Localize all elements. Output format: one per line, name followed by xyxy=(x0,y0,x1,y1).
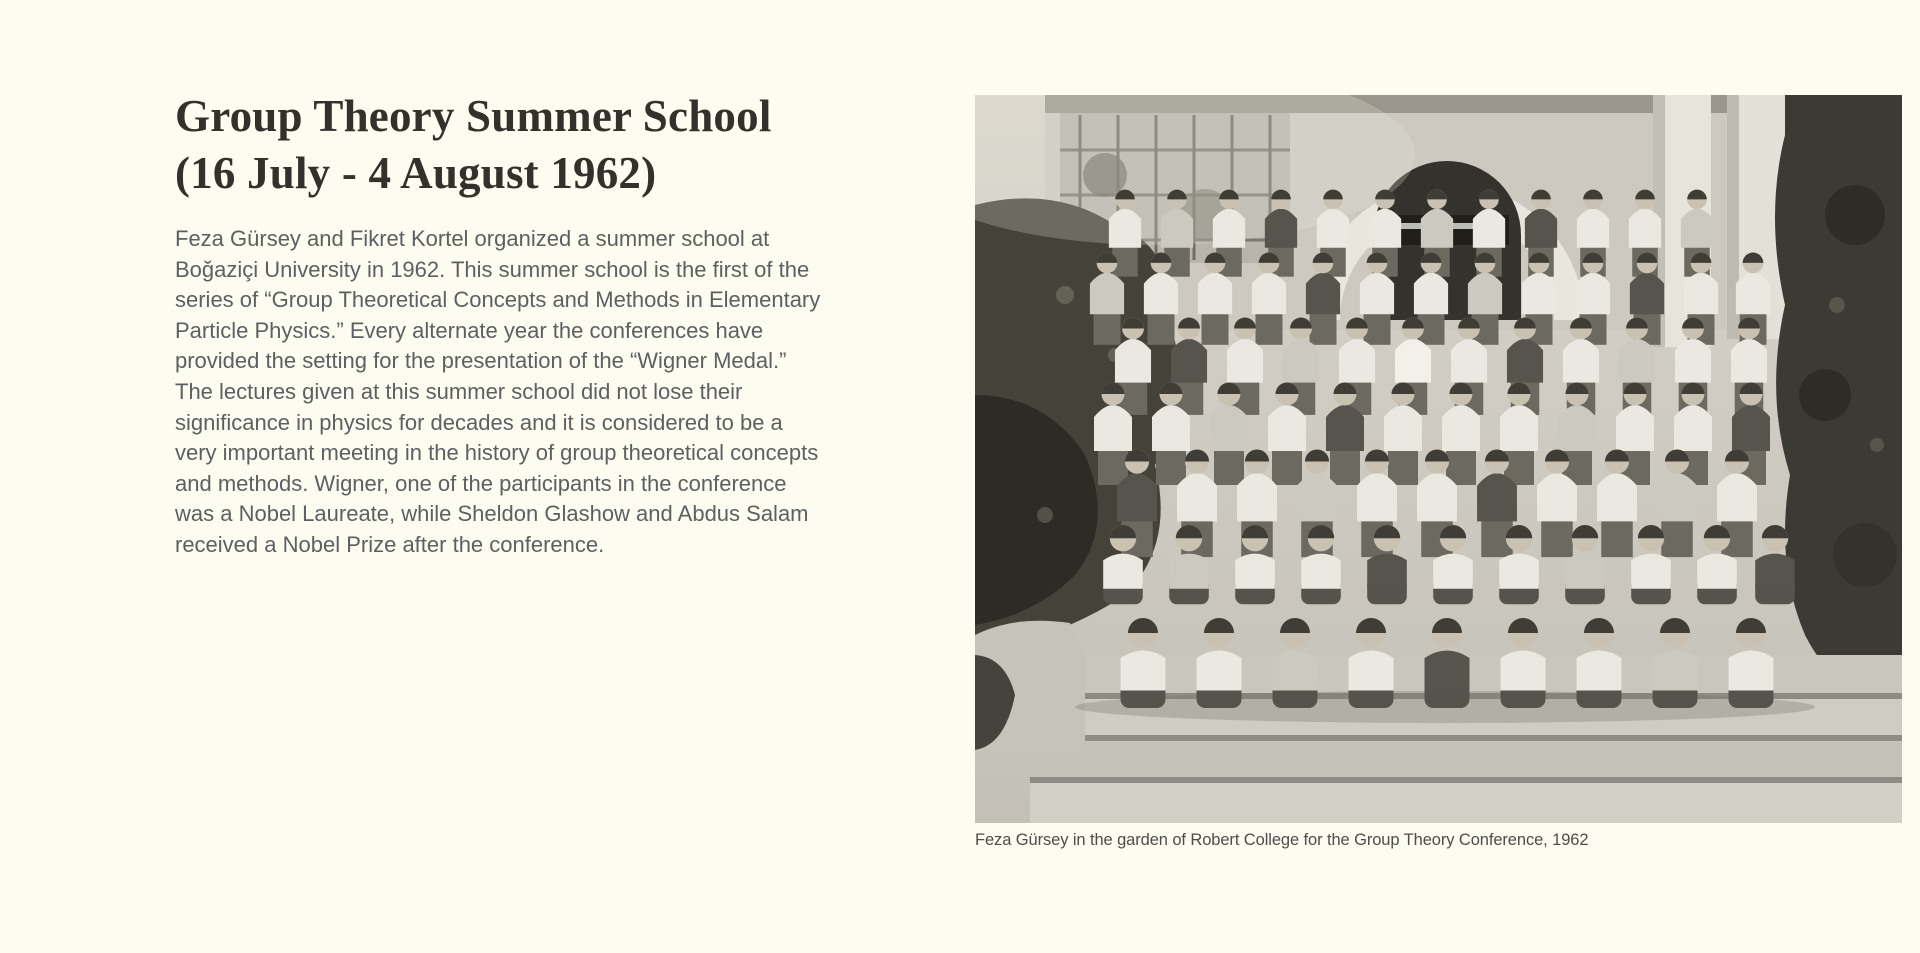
article-paragraph: Feza Gürsey and Fikret Kortel organized a summer school at Boğaziçi University in 1962. This summer school is the first of the series of “Group Theoretical Concepts and Methods in Elementary Particle Physics.” Every alternate year the conferences have provided the setting for the presentation of the “Wigner Medal.” The lectures given at this summer school did not lose their significance in physics for decades and it is considered to be a very important meeting in the history of group theoretical concepts and methods. Wigner, one of the participants in the conference was a Nobel Laureate, while Sheldon Glashow and Abdus Salam received a Nobel Prize after the conference. xyxy=(175,226,821,557)
group-photo-illustration xyxy=(975,95,1902,823)
title-line-1: Group Theory Summer School xyxy=(175,91,772,141)
title-line-2: (16 July - 4 August 1962) xyxy=(175,148,657,198)
group-photo xyxy=(975,95,1902,823)
photo-caption: Feza Gürsey in the garden of Robert College for the Group Theory Conference, 1962 xyxy=(975,831,1589,849)
page-title xyxy=(175,88,827,202)
article-text-column xyxy=(175,88,827,561)
conference-photo-figure xyxy=(975,95,1902,850)
